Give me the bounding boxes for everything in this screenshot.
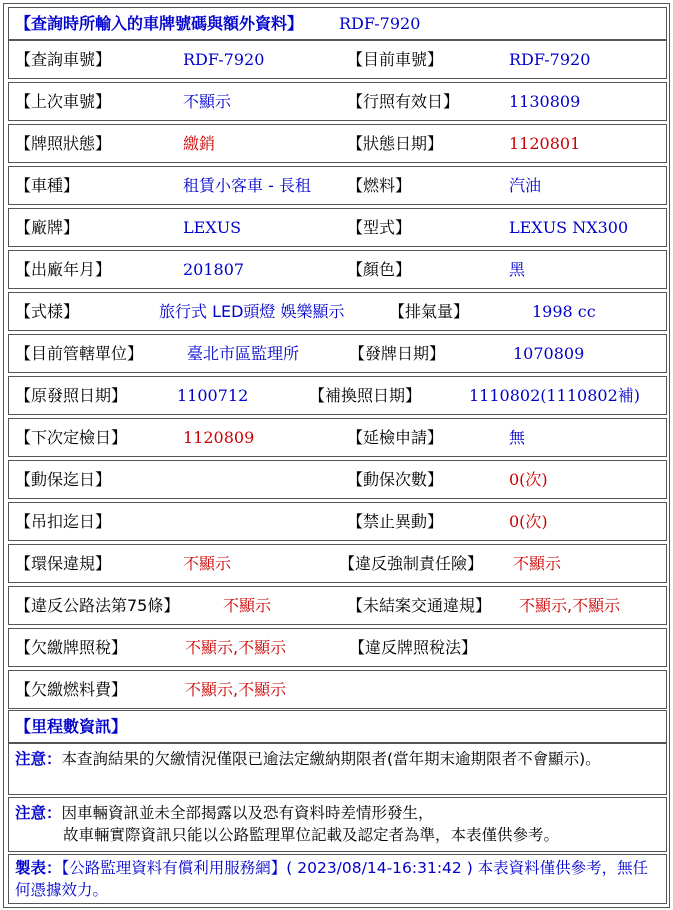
footer-note <box>8 854 667 904</box>
field-value: 黑 <box>509 260 526 279</box>
mileage-title: 【里程數資訊】 <box>15 717 128 736</box>
field-value: 不顯示,不顯示 <box>519 596 621 615</box>
field-label: 【出廠年月】 <box>15 260 112 279</box>
field-label: 【欠繳燃料費】 <box>15 680 128 699</box>
field-value: 1110802(1110802補) <box>469 386 641 405</box>
field-value: 201807 <box>183 260 245 279</box>
table-row <box>8 628 667 667</box>
mileage-section <box>8 710 667 743</box>
field-label: 【環保違規】 <box>15 554 112 573</box>
field-value: 1070809 <box>513 344 585 363</box>
vehicle-info-table <box>3 3 670 908</box>
field-value: 1130809 <box>509 92 581 111</box>
table-row <box>8 250 667 289</box>
note-1-text: 本查詢結果的欠繳情況僅限已逾法定繳納期限者(當年期末逾期限者不會顯示)。 <box>61 750 601 768</box>
field-label: 【補換照日期】 <box>309 386 422 405</box>
field-label: 【下次定檢日】 <box>15 428 128 447</box>
table-row <box>8 418 667 457</box>
field-value: 臺北市區監理所 <box>187 344 300 363</box>
field-value: 不顯示 <box>183 554 232 573</box>
field-value: 1120809 <box>183 428 255 447</box>
field-label: 【車種】 <box>15 176 80 195</box>
field-value: 1120801 <box>509 134 581 153</box>
footer-text-block <box>15 857 660 901</box>
table-row <box>8 166 667 205</box>
field-label: 【牌照狀態】 <box>15 134 112 153</box>
field-label: 【違反強制責任險】 <box>339 554 484 573</box>
table-row <box>8 334 667 373</box>
field-value: RDF-7920 <box>509 50 591 69</box>
table-row <box>8 292 667 331</box>
footer-text: 【公路監理資料有償利用服務網】( 2023/08/14-16:31:42 ) 本表資料僅供參考，無任何憑據效力。 <box>15 859 649 899</box>
field-label: 【型式】 <box>347 218 412 237</box>
header-plate: RDF-7920 <box>339 14 421 33</box>
note-1-tag: 注意： <box>15 750 62 768</box>
field-value: 1998 cc <box>532 302 596 321</box>
field-label: 【發牌日期】 <box>349 344 446 363</box>
note-1-text-block <box>15 748 660 770</box>
field-label: 【禁止異動】 <box>347 512 444 531</box>
table-header <box>8 7 667 40</box>
field-label: 【未結案交通違規】 <box>347 596 492 615</box>
field-label: 【顏色】 <box>347 260 412 279</box>
field-value: 不顯示 <box>223 596 272 615</box>
table-row <box>8 208 667 247</box>
footer-tag: 製表： <box>15 859 62 877</box>
table-row <box>8 544 667 583</box>
note-1 <box>8 743 667 795</box>
table-row <box>8 586 667 625</box>
field-label: 【上次車號】 <box>15 92 112 111</box>
field-value: 租賃小客車 - 長租 <box>183 176 311 195</box>
field-label: 【行照有效日】 <box>347 92 460 111</box>
field-label: 【目前車號】 <box>347 50 444 69</box>
field-label: 【目前管轄單位】 <box>15 344 144 363</box>
field-label: 【式樣】 <box>15 302 80 321</box>
field-label: 【排氣量】 <box>389 302 470 321</box>
header-title: 【查詢時所輸入的車牌號碼與額外資料】 <box>15 14 304 33</box>
field-value: 1100712 <box>177 386 249 405</box>
note-2 <box>8 797 667 852</box>
field-label: 【延檢申請】 <box>347 428 444 447</box>
field-value: 不顯示 <box>183 92 232 111</box>
field-value: 不顯示,不顯示 <box>185 638 287 657</box>
field-value: RDF-7920 <box>183 50 265 69</box>
field-value: LEXUS <box>183 218 242 237</box>
field-label: 【吊扣迄日】 <box>15 512 112 531</box>
note-2-line-1: 因車輛資訊並未全部揭露以及恐有資料時差情形發生， <box>61 804 434 822</box>
note-2-line-2: 故車輛實際資訊只能以公路監理單位記載及認定者為準，本表僅供參考。 <box>63 826 560 844</box>
field-value: 無 <box>509 428 526 447</box>
field-value: 不顯示 <box>513 554 562 573</box>
note-2-tag: 注意： <box>15 804 62 822</box>
field-value: 不顯示,不顯示 <box>185 680 287 699</box>
field-label: 【違反牌照稅法】 <box>349 638 478 657</box>
table-row <box>8 40 667 79</box>
field-label: 【狀態日期】 <box>347 134 444 153</box>
field-label: 【燃料】 <box>347 176 412 195</box>
table-row <box>8 82 667 121</box>
field-label: 【違反公路法第75條】 <box>15 596 180 615</box>
field-label: 【欠繳牌照稅】 <box>15 638 128 657</box>
table-row <box>8 502 667 541</box>
field-label: 【原發照日期】 <box>15 386 128 405</box>
field-value: 0(次) <box>509 470 548 489</box>
table-row <box>8 460 667 499</box>
note-2-line-2-block <box>63 824 660 846</box>
field-value: 0(次) <box>509 512 548 531</box>
table-row <box>8 376 667 415</box>
field-label: 【查詢車號】 <box>15 50 112 69</box>
field-value: 汽油 <box>509 176 542 195</box>
table-row <box>8 670 667 709</box>
field-value: 繳銷 <box>183 134 216 153</box>
field-value: 旅行式 LED頭燈 娛樂顯示 <box>159 302 345 321</box>
table-row <box>8 124 667 163</box>
field-label: 【動保迄日】 <box>15 470 112 489</box>
field-value: LEXUS NX300 <box>509 218 629 237</box>
field-label: 【動保次數】 <box>347 470 444 489</box>
field-label: 【廠牌】 <box>15 218 80 237</box>
note-2-text-block <box>15 802 660 824</box>
